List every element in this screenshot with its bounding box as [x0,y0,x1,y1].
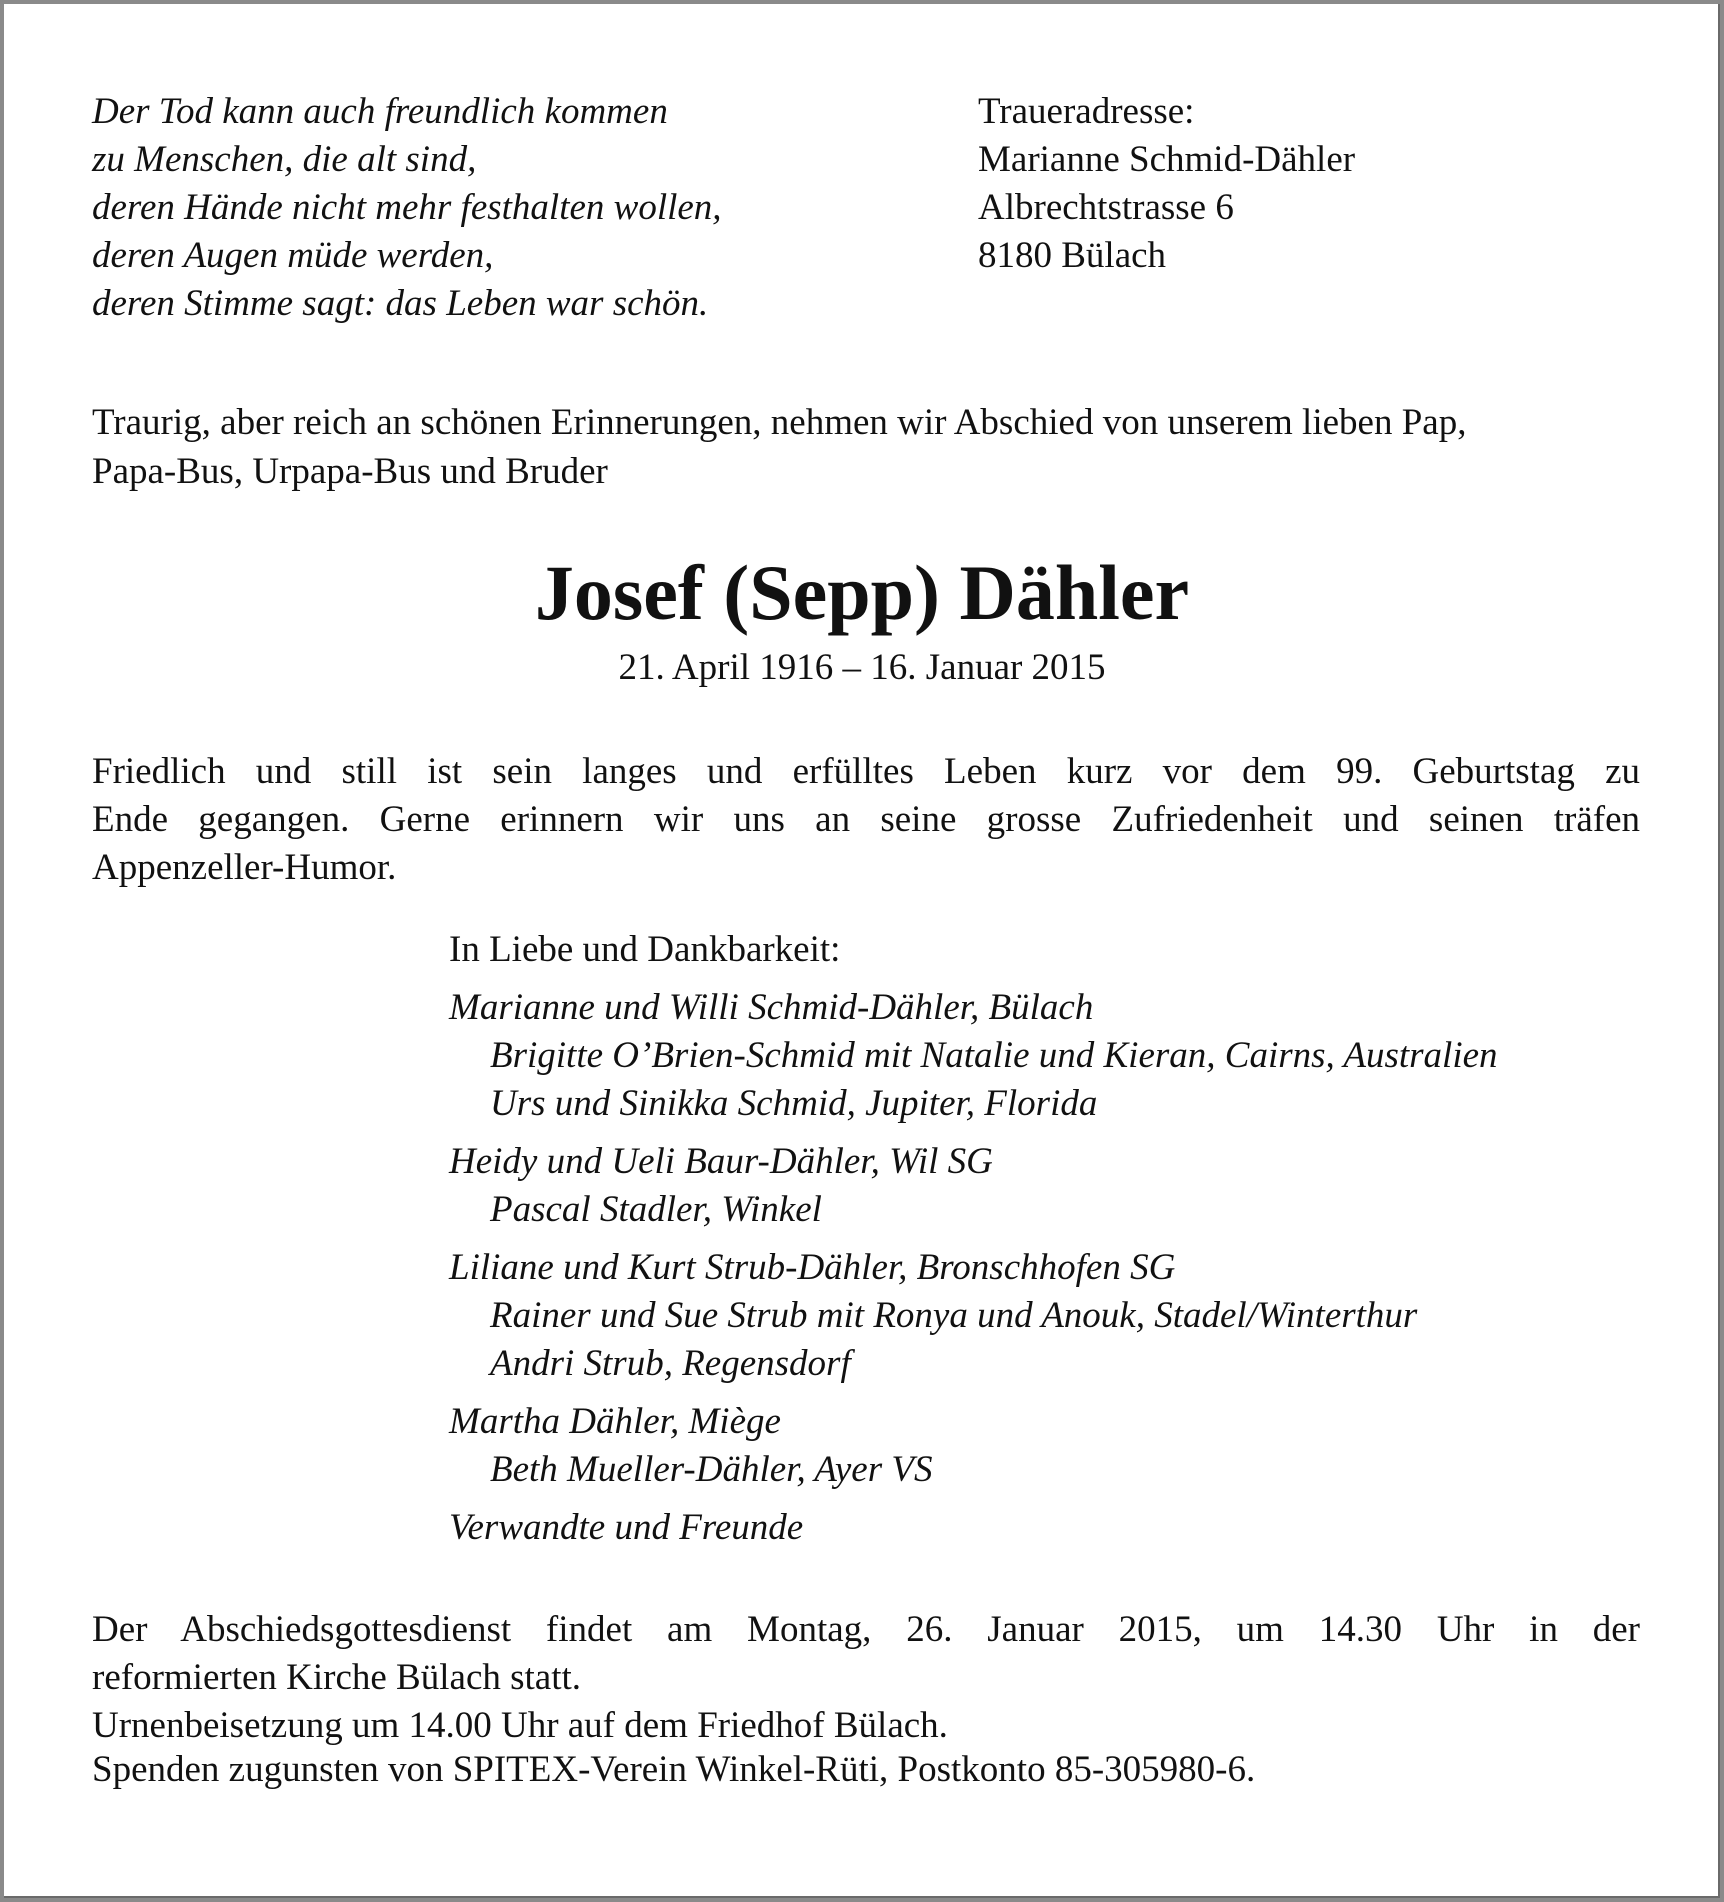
paragraph-line: Appenzeller-Humor. [92,847,397,888]
mourner-main: Heidy und Ueli Baur-Dähler, Wil SG [449,1141,993,1182]
paragraph-line: Friedlich und still ist sein langes und erfülltes Leben kurz vor dem 99. Geburtstag zu [92,751,1640,792]
address-name: Marianne Schmid-Dähler [978,139,1356,180]
mourner-sub: Brigitte O’Brien-Schmid mit Natalie und Kieran, Cairns, Australien [490,1035,1498,1076]
poem-line: zu Menschen, die alt sind, [92,139,477,180]
intro-text [92,398,1640,496]
address-city: 8180 Bülach [978,235,1167,276]
poem-line: deren Augen müde werden, [92,235,494,276]
address-street: Albrechtstrasse 6 [978,187,1234,228]
mourner-group [449,1504,1498,1552]
mourner-sub: Urs und Sinikka Schmid, Jupiter, Florida [490,1083,1098,1124]
donations-line: Spenden zugunsten von SPITEX-Verein Winkel-Rüti, Postkonto 85-305980-6. [92,1749,1256,1790]
poem-line: deren Stimme sagt: das Leben war schön. [92,283,709,324]
mourner-sub: Andri Strub, Regensdorf [490,1343,851,1384]
mourner-sub: Pascal Stadler, Winkel [490,1189,822,1230]
paragraph-line: reformierten Kirche Bülach statt. [92,1657,582,1698]
deceased-name: Josef (Sepp) Dähler [534,549,1190,636]
donations-paragraph [92,1746,1640,1794]
paragraph-line: Urnenbeisetzung um 14.00 Uhr auf dem Friedhof Bülach. [92,1705,948,1746]
mourner-group [449,984,1498,1128]
mourners-list [449,926,1498,1562]
mourner-sub: Rainer und Sue Strub mit Ronya und Anouk, Stadel/Winterthur [490,1295,1418,1336]
mourner-sub: Beth Mueller-Dähler, Ayer VS [490,1449,933,1490]
mourner-group [449,1398,1498,1494]
service-paragraph [92,1606,1640,1750]
intro-line: Papa-Bus, Urpapa-Bus und Bruder [92,451,608,492]
life-dates: 21. April 1916 – 16. Januar 2015 [618,647,1106,688]
poem [92,88,722,328]
mourner-main: Verwandte und Freunde [449,1507,804,1548]
mourner-main: Marianne und Willi Schmid-Dähler, Bülach [449,987,1094,1028]
obituary-page [4,4,1720,1898]
intro-line: Traurig, aber reich an schönen Erinnerungen, nehmen wir Abschied von unserem lieben Pap, [92,402,1467,443]
tribute-paragraph [92,748,1640,892]
mourners-heading: In Liebe und Dankbarkeit: [449,929,841,970]
paragraph-line: Der Abschiedsgottesdienst findet am Montag, 26. Januar 2015, um 14.30 Uhr in der [92,1609,1640,1650]
mourner-main: Martha Dähler, Miège [449,1401,781,1442]
paragraph-line: Ende gegangen. Gerne erinnern wir uns an seine grosse Zufriedenheit und seinen träfen [92,799,1640,840]
poem-line: Der Tod kann auch freundlich kommen [92,91,668,132]
mourner-group [449,1244,1498,1388]
poem-line: deren Hände nicht mehr festhalten wollen, [92,187,722,228]
mourner-main: Liliane und Kurt Strub-Dähler, Bronschhofen SG [449,1247,1176,1288]
address-label: Traueradresse: [978,91,1195,132]
mourning-address [978,88,1355,280]
mourner-group [449,1138,1498,1234]
